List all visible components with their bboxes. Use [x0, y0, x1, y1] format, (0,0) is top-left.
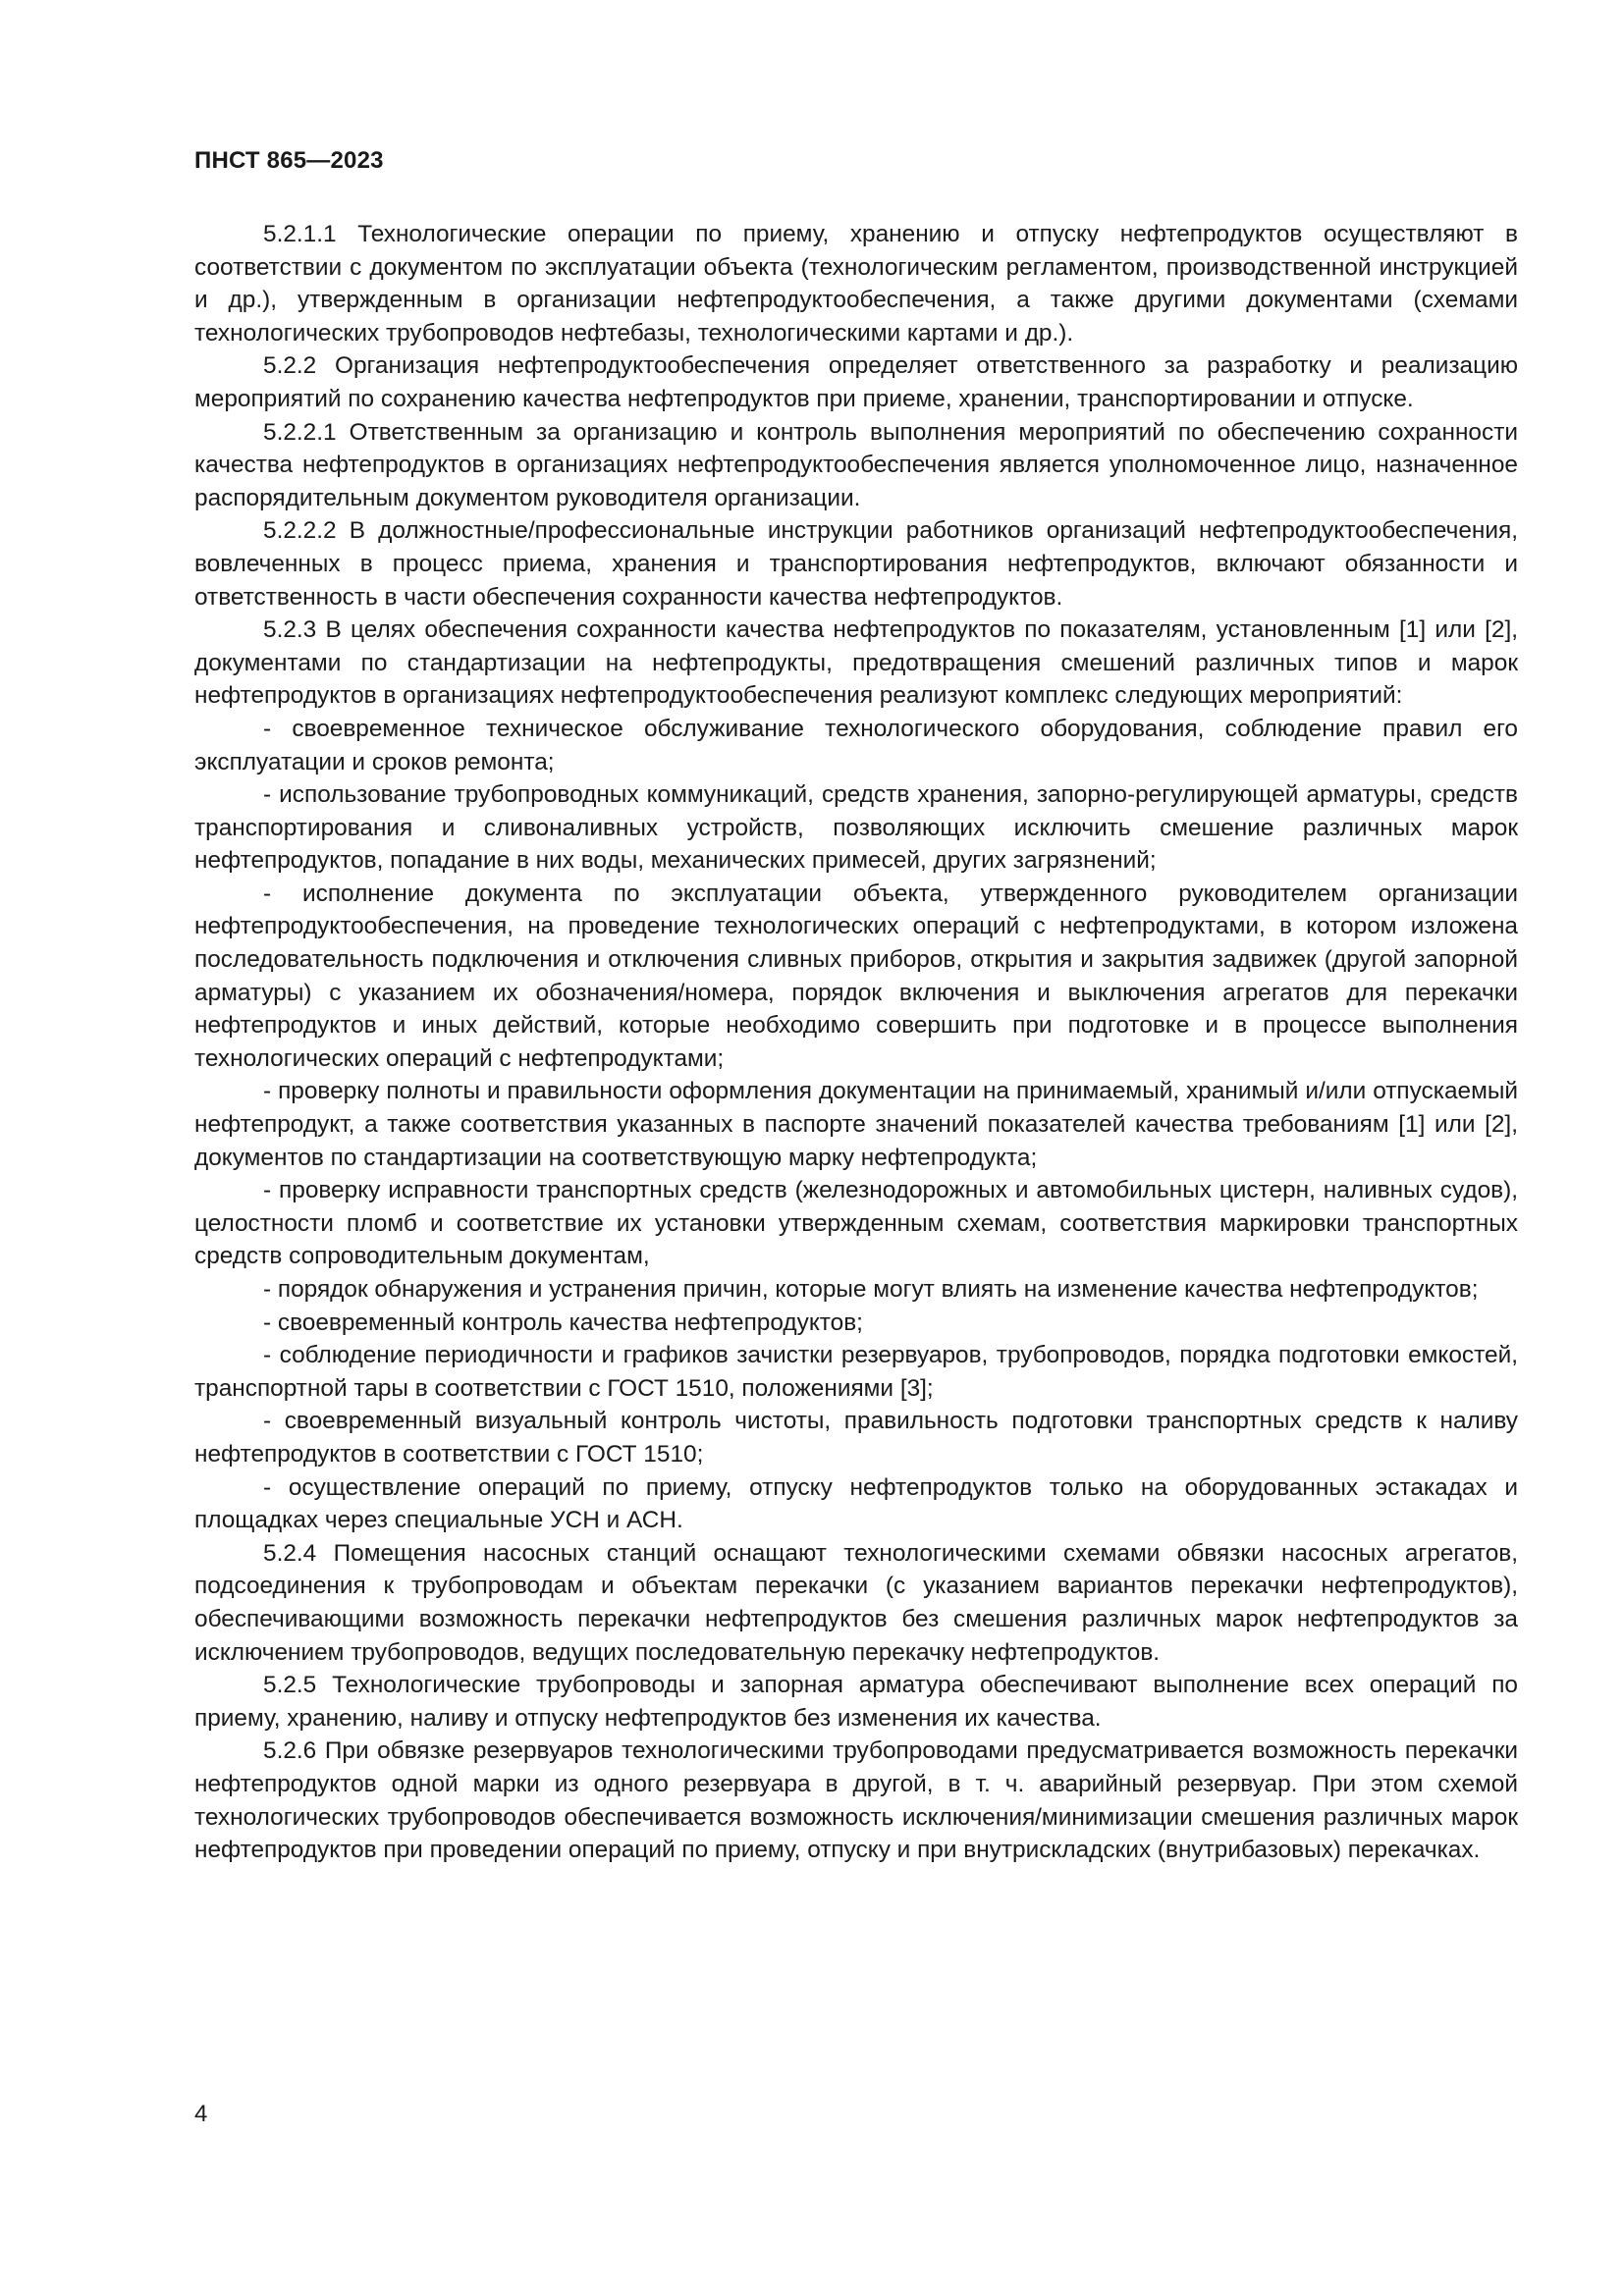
- paragraph-5-2-3: 5.2.3 В целях обеспечения сохранности качества нефтепродуктов по показателям, установленным [1] или [2], документами по стандартизации на нефтепродукты, предотвращения смешений различных типов и марок нефтепродуктов в организациях нефтепродуктообеспечения реализуют комплекс следующих мероприятий:: [194, 616, 1518, 710]
- list-item: - своевременное техническое обслуживание технологического оборудования, соблюдение правил его эксплуатации и сроков ремонта;: [194, 715, 1518, 775]
- list-item: - порядок обнаружения и устранения причин, которые могут влиять на изменение качества нефтепродуктов;: [263, 1276, 1479, 1303]
- paragraph-5-2-2-1: 5.2.2.1 Ответственным за организацию и контроль выполнения мероприятий по обеспечению сохранности качества нефтепродуктов в организациях нефтепродуктообеспечения является уполномоченное лицо, назначенное распорядительным документом руководителя организации.: [194, 418, 1518, 511]
- paragraph-5-2-6: 5.2.6 При обвязке резервуаров технологическими трубопроводами предусматривается возможность перекачки нефтепродуктов одной марки из одного резервуара в другой, в т. ч. аварийный резервуар. При этом схемой технологических трубопроводов обеспечивается возможность исключения/минимизации смешения различных марок нефтепродуктов при проведении операций по приему, отпуску и при внутрискладских (внутрибазовых) перекачках.: [194, 1737, 1518, 1864]
- paragraph-5-2-2-2: 5.2.2.2 В должностные/профессиональные инструкции работников организаций нефтепродуктообеспечения, вовлеченных в процесс приема, хранения и транспортирования нефтепродуктов, включают обязанности и ответственность в части обеспечения сохранности качества нефтепродуктов.: [194, 517, 1518, 611]
- paragraph-5-2-1-1: 5.2.1.1 Технологические операции по приему, хранению и отпуску нефтепродуктов осуществляют в соответствии с документом по эксплуатации объекта (технологическим регламентом, производственной инструкцией и др.), утвержденным в организации нефтепродуктообеспечения, а также другими документами (схемами технологических трубопроводов нефтебазы, технологическими картами и др.).: [194, 221, 1518, 347]
- list-item: - исполнение документа по эксплуатации объекта, утвержденного руководителем организации нефтепродуктообеспечения, на проведение технологических операций с нефтепродуктами, в котором изложена последовательность подключения и отключения сливных приборов, открытия и закрытия задвижек (другой запорной арматуры) с указанием их обозначения/номера, порядок включения и выключения агрегатов для перекачки нефтепродуктов и иных действий, которые необходимо совершить при подготовке и в процессе выполнения технологических операций с нефтепродуктами;: [194, 880, 1518, 1072]
- document-body: [194, 218, 1518, 1867]
- page-number: 4: [194, 2101, 208, 2127]
- paragraph-5-2-5: 5.2.5 Технологические трубопроводы и запорная арматура обеспечивают выполнение всех операций по приему, хранению, наливу и отпуску нефтепродуктов без изменения их качества.: [194, 1672, 1518, 1732]
- document-code-header: ПНСТ 865—2023: [194, 147, 384, 174]
- paragraph-5-2-2: 5.2.2 Организация нефтепродуктообеспечения определяет ответственного за разработку и реализацию мероприятий по сохранению качества нефтепродуктов при приеме, хранении, транспортировании и отпуске.: [194, 352, 1518, 412]
- paragraph-5-2-4: 5.2.4 Помещения насосных станций оснащают технологическими схемами обвязки насосных агрегатов, подсоединения к трубопроводам и объектам перекачки (с указанием вариантов перекачки нефтепродуктов), обеспечивающими возможность перекачки нефтепродуктов без смешения различных марок нефтепродуктов за исключением трубопроводов, ведущих последовательную перекачку нефтепродуктов.: [194, 1539, 1518, 1666]
- list-item: - своевременный контроль качества нефтепродуктов;: [263, 1308, 863, 1336]
- list-item: - использование трубопроводных коммуникаций, средств хранения, запорно-регулирующей арматуры, средств транспортирования и сливоналивных устройств, позволяющих исключить смешение различных марок нефтепродуктов, попадание в них воды, механических примесей, других загрязнений;: [194, 781, 1518, 875]
- list-item: - проверку исправности транспортных средств (железнодорожных и автомобильных цистерн, наливных судов), целостности пломб и соответствие их установки утвержденным схемам, соответствия маркировки транспортных средств сопроводительным документам,: [194, 1177, 1518, 1270]
- list-item: - соблюдение периодичности и графиков зачистки резервуаров, трубопроводов, порядка подготовки емкостей, транспортной тары в соответствии с ГОСТ 1510, положениями [3];: [194, 1342, 1518, 1402]
- list-item: - своевременный визуальный контроль чистоты, правильность подготовки транспортных средств к наливу нефтепродуктов в соответствии с ГОСТ 1510;: [194, 1408, 1518, 1468]
- list-item: - осуществление операций по приему, отпуску нефтепродуктов только на оборудованных эстакадах и площадках через специальные УСН и АСН.: [194, 1473, 1518, 1534]
- list-item: - проверку полноты и правильности оформления документации на принимаемый, хранимый и/или отпускаемый нефтепродукт, а также соответствия указанных в паспорте значений показателей качества требованиям [1] или [2], документов по стандартизации на соответствующую марку нефтепродукта;: [194, 1078, 1518, 1171]
